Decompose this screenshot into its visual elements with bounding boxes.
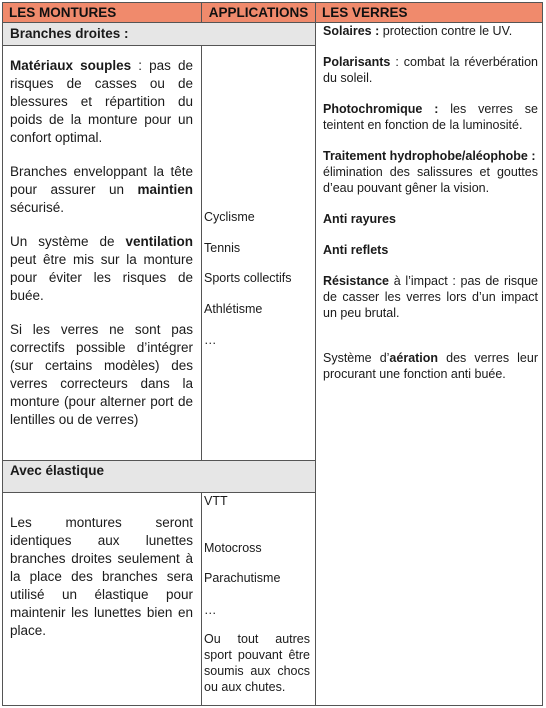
app-athletisme: Athlétisme [204, 302, 263, 316]
verre-polarisants: Polarisants : combat la réverbération du soleil. [323, 55, 538, 85]
header-verres: LES VERRES [316, 3, 542, 22]
header-divider [201, 3, 202, 22]
section-branches-droites: Branches droites : [3, 23, 315, 45]
column-divider-verres [315, 3, 316, 705]
comparison-table [2, 2, 543, 706]
verres-text [323, 23, 538, 397]
app-tennis: Tennis [204, 241, 241, 255]
app-ellipsis-1: … [204, 333, 217, 347]
header-montures: LES MONTURES [3, 3, 202, 22]
app-cyclisme: Cyclisme [204, 210, 255, 224]
paragraph-materiaux: Matériaux souples : pas de risques de casses ou de blessures et répartition du poids de la monture pour un confort optimal. [10, 58, 193, 145]
verre-traitement: Traitement hydrophobe/aléophobe : élimination des salissures et gouttes d’eau pouvant gêner la vision. [323, 149, 538, 195]
verre-photochromique: Photochromique : les verres se teintent en fonction de la luminosité. [323, 102, 538, 132]
app-motocross: Motocross [204, 541, 262, 555]
section-avec-elastique: Avec élastique [3, 461, 315, 492]
paragraph-maintien: Branches enveloppant la tête pour assurer un maintien sécurisé. [10, 164, 193, 215]
verre-anti-rayures: Anti rayures [323, 212, 396, 226]
app-sports-collectifs: Sports collectifs [204, 271, 292, 285]
row-rule-elastique-bottom [3, 492, 316, 493]
montures-text-1 [10, 57, 193, 445]
verre-resistance: Résistance à l’impact : pas de risque de casser les verres lors d’un impact un peu brutal. [323, 274, 538, 320]
header-applications: APPLICATIONS [202, 3, 315, 22]
app-ellipsis-2: … [204, 603, 217, 617]
app-vtt: VTT [204, 494, 228, 508]
verre-anti-reflets: Anti reflets [323, 243, 389, 257]
app-autres-sports: Ou tout autres sport pouvant être soumis aux chocs ou aux chutes. [204, 632, 310, 694]
column-divider-apps-bottom [201, 492, 202, 705]
paragraph-correcteurs: Si les verres ne sont pas correctifs possible d’intégrer (sur certains modèles) des verres correcteurs dans la monture (pour alterner port de lentilles ou de verres) [10, 322, 193, 427]
montures-text-elastique [10, 514, 193, 656]
row-rule-branches [3, 45, 316, 46]
paragraph-elastique: Les montures seront identiques aux lunettes branches droites seulement à la place des branches sera utilisé un élastique pour maintenir les lunettes bien en place. [10, 515, 193, 638]
verre-solaires: Solaires : protection contre le UV. [323, 24, 513, 38]
paragraph-ventilation: Un système de ventilation peut être mis sur la monture pour éviter les risques de buée. [10, 234, 193, 303]
verre-aeration: Système d’aération des verres leur procurant une fonction anti buée. [323, 351, 538, 381]
column-divider-apps-top [201, 45, 202, 460]
app-parachutisme: Parachutisme [204, 571, 281, 585]
